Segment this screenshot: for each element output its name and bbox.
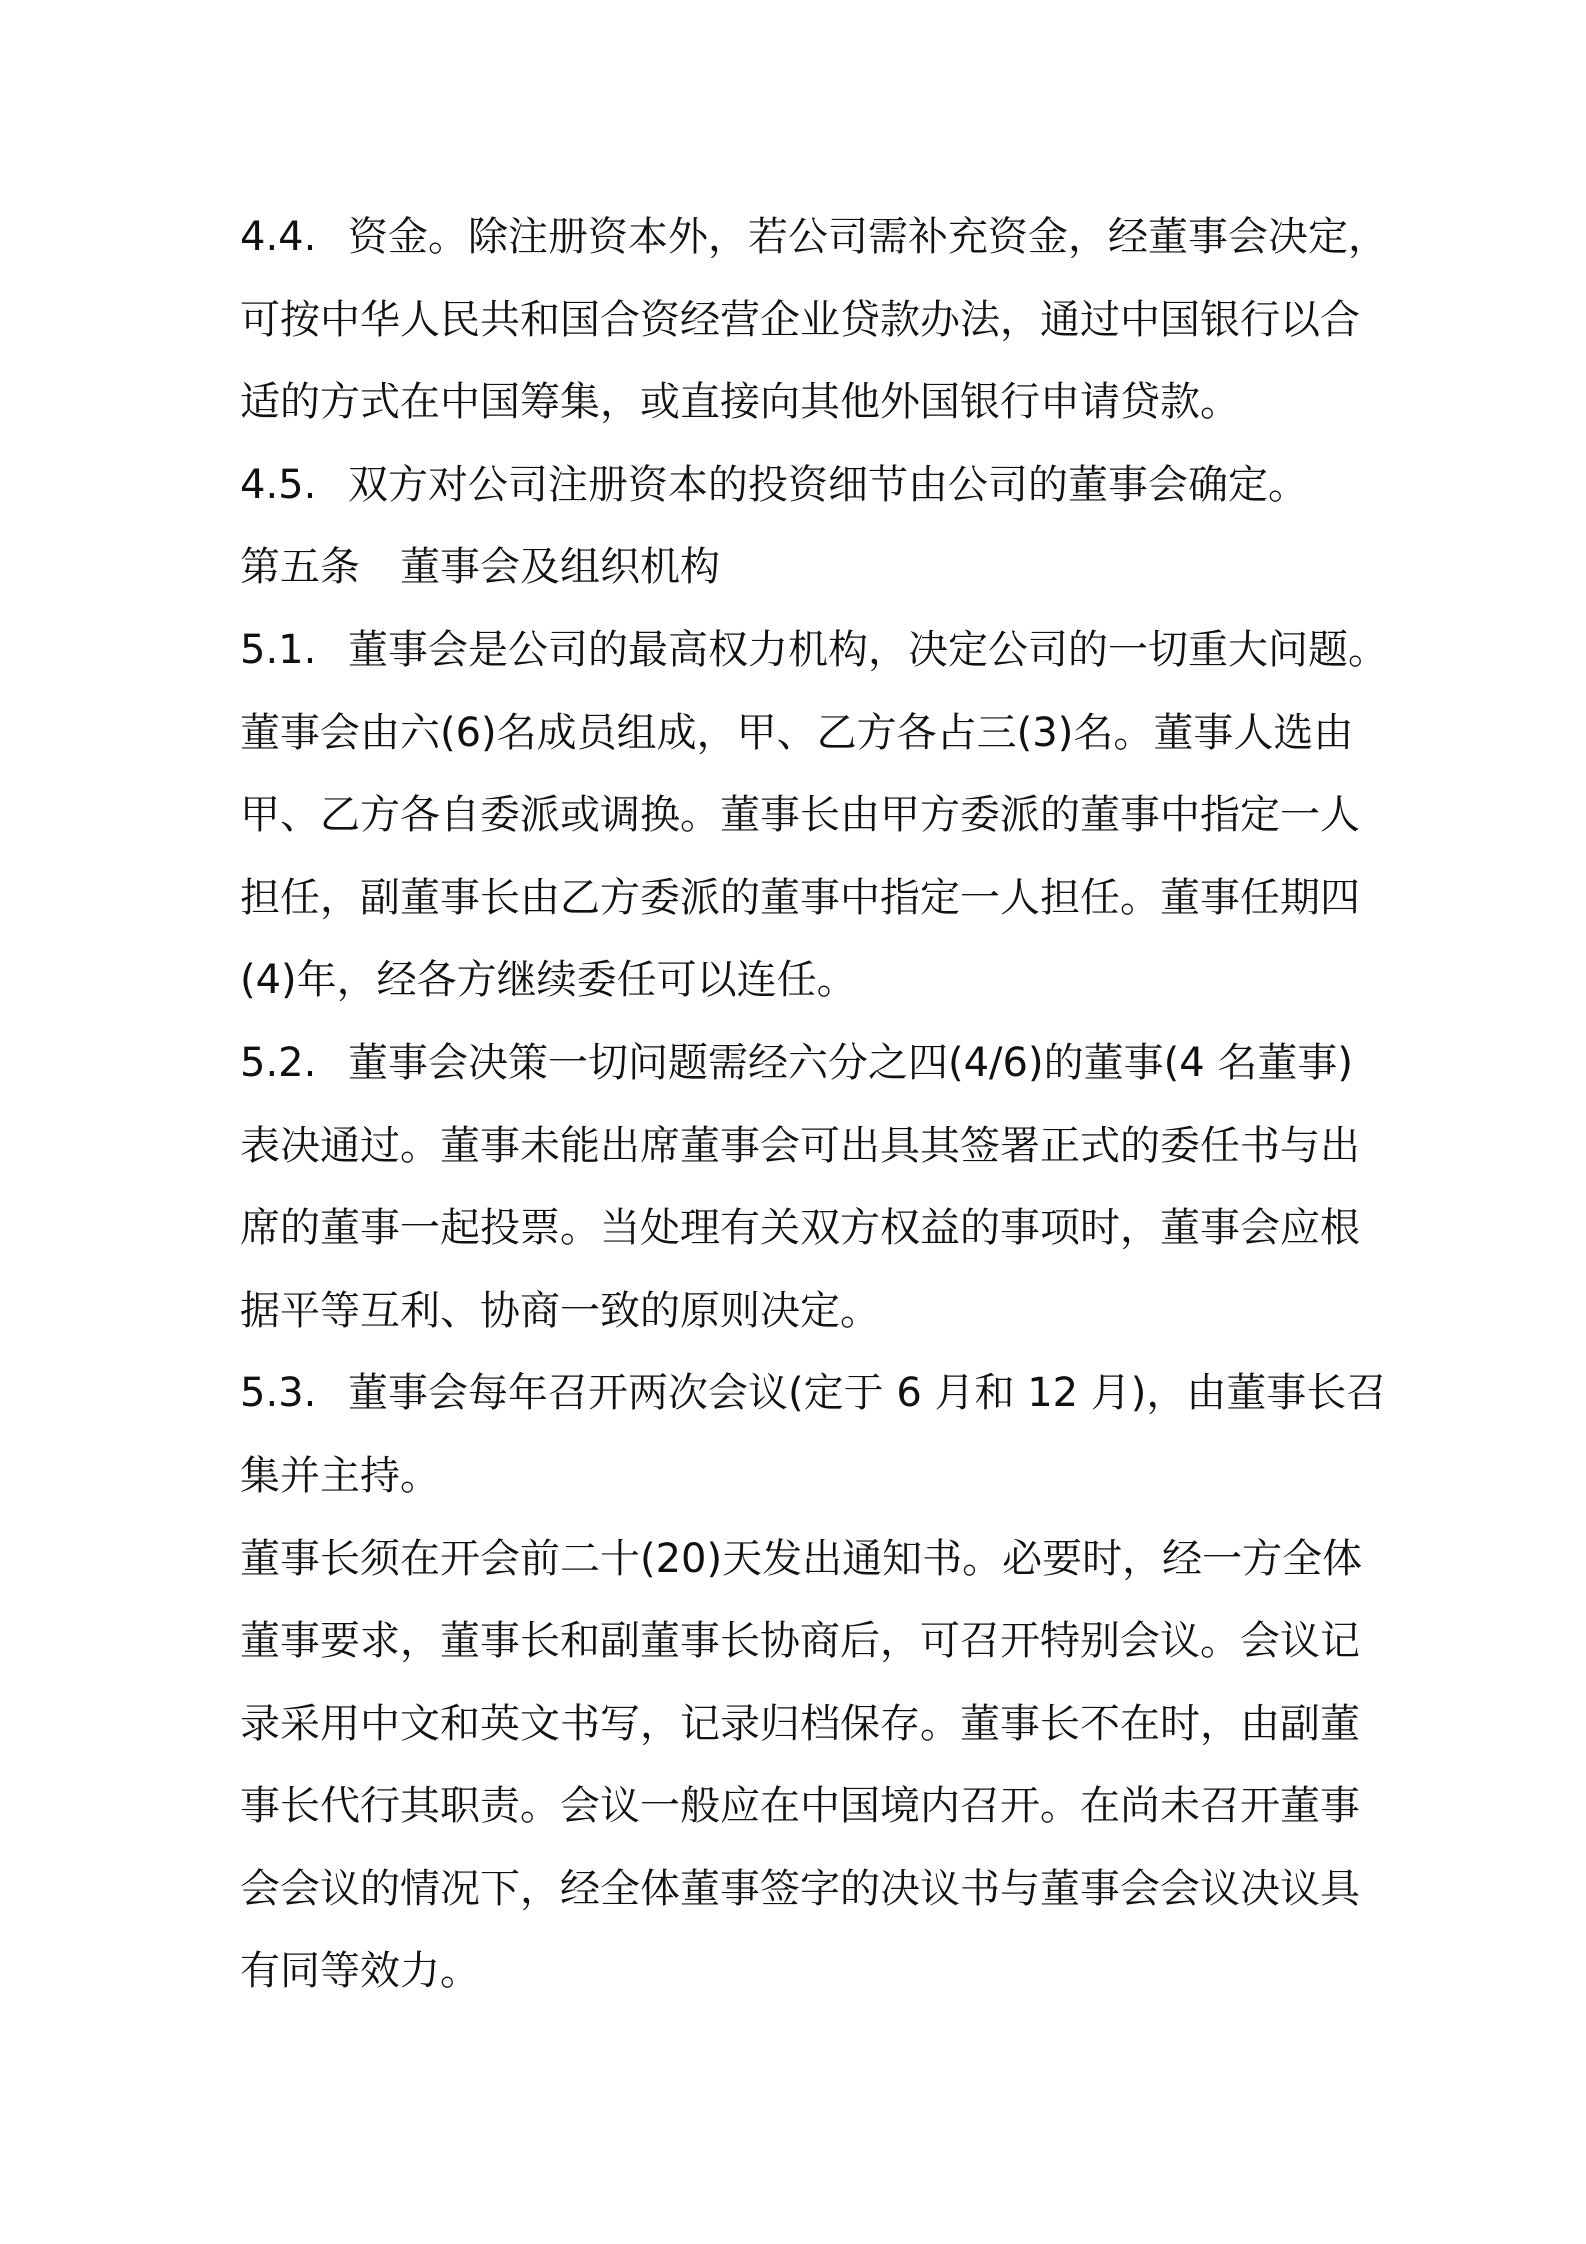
paragraph-line-3: 录采用中文和英文书写，记录归档保存。董事长不在时，由副董: [240, 1700, 1360, 1747]
clause-number: 5.3.: [240, 1370, 317, 1417]
document-body: [240, 196, 1388, 2013]
clause-text: 董事会每年召开两次会议(定于 6 月和 12 月)，由董事长召: [348, 1370, 1387, 1417]
article-5-heading: [240, 526, 1360, 609]
clause-5-2-line-1: [240, 1022, 1360, 1105]
clause-number: 4.4.: [240, 214, 317, 260]
clause-5-1-line-4: 担任，副董事长由乙方委派的董事中指定一人担任。董事任期四: [240, 874, 1360, 921]
clause-5-1-line-1: [240, 609, 1388, 692]
clause-text: 双方对公司注册资本的投资细节由公司的董事会确定。: [348, 461, 1308, 508]
paragraph-line-5: 会会议的情况下，经全体董事签字的决议书与董事会会议决议具: [240, 1865, 1360, 1912]
clause-number: 5.2.: [240, 1039, 317, 1086]
clause-5-3-line-1: [240, 1352, 1387, 1435]
clause-4-4-line-1: [240, 196, 1388, 279]
clause-5-2-line-4: 据平等互利、协商一致的原则决定。: [240, 1287, 880, 1334]
clause-4-5-line-1: [240, 444, 1360, 527]
paragraph-line-4: 事长代行其职责。会议一般应在中国境内召开。在尚未召开董事: [240, 1783, 1360, 1830]
clause-5-2-line-3: 席的董事一起投票。当处理有关双方权益的事项时，董事会应根: [240, 1205, 1360, 1252]
clause-5-1-line-3: 甲、乙方各自委派或调换。董事长由甲方委派的董事中指定一人: [240, 792, 1360, 839]
clause-text: 资金。除注册资本外，若公司需补充资金，经董事会决定，: [348, 214, 1388, 260]
clause-5-1-line-2: 董事会由六(6)名成员组成，甲、乙方各占三(3)名。董事人选由: [240, 709, 1354, 756]
paragraph-line-6: 有同等效力。: [240, 1948, 480, 1995]
clause-5-2-line-2: 表决通过。董事未能出席董事会可出具其签署正式的委任书与出: [240, 1122, 1360, 1169]
clause-text: 董事会是公司的最高权力机构，决定公司的一切重大问题。: [348, 626, 1388, 673]
paragraph-line-2: 董事要求，董事长和副董事长协商后，可召开特别会议。会议记: [240, 1618, 1360, 1665]
article-title: 董事会及组织机构: [400, 544, 720, 591]
clause-text: 董事会决策一切问题需经六分之四(4/6)的董事(4 名董事): [348, 1039, 1353, 1086]
article-label: 第五条: [240, 544, 360, 591]
clause-5-3-line-2: 集并主持。: [240, 1452, 440, 1499]
clause-number: 5.1.: [240, 626, 317, 673]
clause-number: 4.5.: [240, 461, 317, 508]
clause-5-1-line-5: (4)年，经各方继续委任可以连任。: [240, 957, 857, 1004]
clause-4-4-line-2: 可按中华人民共和国合资经营企业贷款办法，通过中国银行以合: [240, 296, 1360, 343]
paragraph-line-1: 董事长须在开会前二十(20)天发出通知书。必要时，经一方全体: [240, 1535, 1363, 1582]
clause-4-4-line-3: 适的方式在中国筹集，或直接向其他外国银行申请贷款。: [240, 379, 1240, 426]
